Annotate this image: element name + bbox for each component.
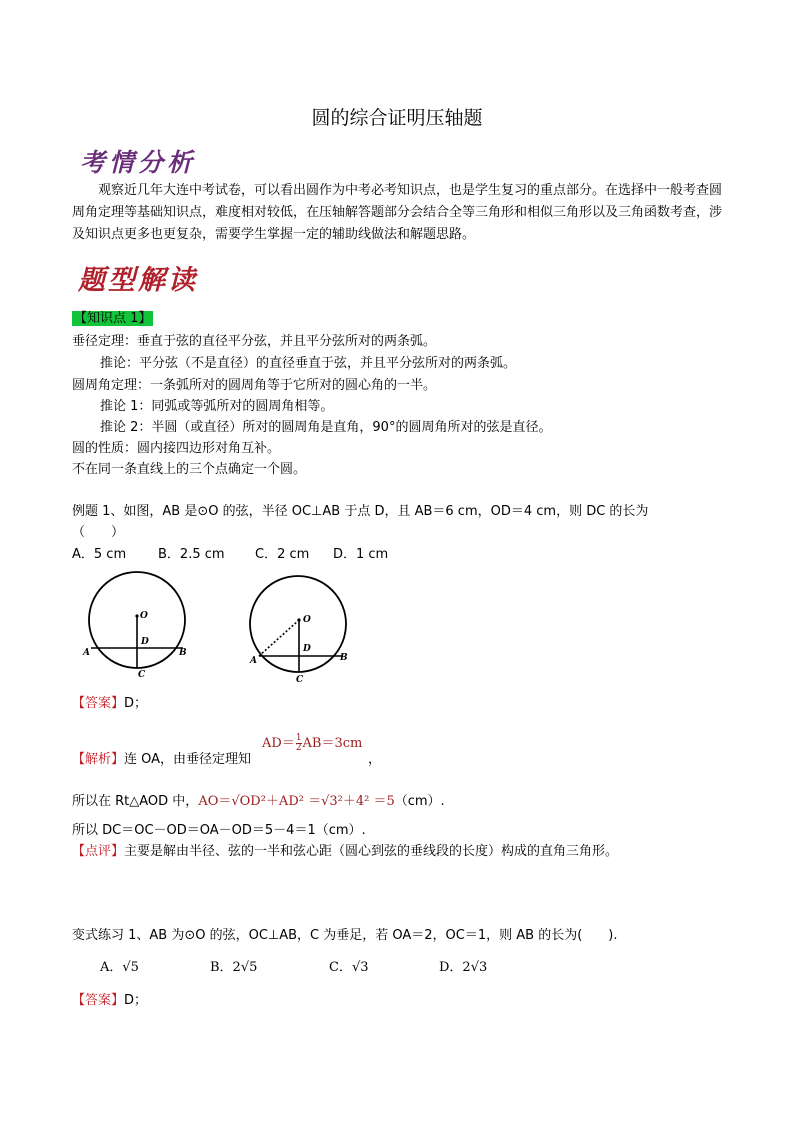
formula-fraction — [296, 734, 302, 753]
variant-answer — [72, 989, 147, 1008]
formula-right: AB＝3cm — [302, 736, 363, 751]
knowledge-tag: 【知识点 1】 — [74, 311, 152, 326]
center-point — [135, 614, 138, 617]
circle-outline — [250, 576, 346, 672]
label-d: D — [303, 644, 311, 654]
variant-option-d: D．2√3 — [439, 960, 488, 975]
analysis-formula — [262, 732, 362, 753]
answer-value: D； — [124, 993, 148, 1008]
section-heading-analysis: 考情分析 — [80, 148, 197, 177]
comment-tag: 【点评】 — [72, 844, 125, 859]
example-option-b: B．2.5 cm — [158, 547, 225, 562]
knowledge-line: 不在同一条直线上的三个点确定一个圆。 — [72, 462, 307, 477]
label-b: B — [179, 648, 187, 658]
analysis-comma: ， — [368, 752, 382, 767]
variant-question: 变式练习 1、AB 为⊙O 的弦，OC⊥AB，C 为垂足，若 OA＝2，OC＝1，则 AB 的长为( ). — [72, 928, 618, 943]
example-blank: （ ） — [72, 525, 125, 540]
knowledge-line: 垂径定理：垂直于弦的直径平分弦，并且平分弦所对的两条弧。 — [72, 334, 437, 349]
example-analysis — [72, 748, 251, 767]
knowledge-line: 圆周角定理：一条弧所对的圆周角等于它所对的圆心角的一半。 — [72, 378, 437, 393]
answer-tag: 【答案】 — [72, 696, 125, 711]
example-answer — [72, 692, 147, 711]
label-o: O — [303, 615, 311, 625]
label-a: A — [250, 656, 257, 666]
variant-option-b: B．2√5 — [210, 960, 258, 975]
answer-value: D； — [124, 696, 148, 711]
analysis-text: 连 OA，由垂径定理知 — [124, 752, 252, 767]
knowledge-line: 推论：平分弦（不是直径）的直径垂直于弦，并且平分弦所对的两条弧。 — [100, 356, 517, 371]
example-option-d: D．1 cm — [333, 547, 389, 562]
answer-tag: 【答案】 — [72, 993, 125, 1008]
label-a: A — [83, 648, 90, 658]
label-c: C — [138, 670, 146, 680]
example-option-c: C．2 cm — [255, 547, 310, 562]
segment-oa-dotted — [259, 620, 299, 656]
knowledge-line: 推论 1：同弧或等弧所对的圆周角相等。 — [100, 399, 334, 414]
label-d: D — [141, 637, 149, 647]
page-title: 圆的综合证明压轴题 — [311, 107, 483, 129]
comment-text: 主要是解由半径、弦的一半和弦心距（圆心到弦的垂线段的长度）构成的直角三角形。 — [124, 844, 619, 859]
label-b: B — [340, 653, 348, 663]
analysis-line-3: 所以 DC＝OC－OD＝OA－OD＝5－4＝1（cm）. — [72, 823, 366, 838]
knowledge-line: 推论 2：半圆（或直径）所对的圆周角是直角，90°的圆周角所对的弦是直径。 — [100, 420, 552, 435]
analysis-tag: 【解析】 — [72, 752, 125, 767]
variant-option-a: A．√5 — [100, 960, 139, 975]
variant-option-c: C．√3 — [329, 960, 369, 975]
formula-left: AD＝ — [262, 736, 295, 751]
circle-figure-2 — [246, 572, 356, 687]
line2-formula: AO＝√OD²＋AD² ＝√3²＋4² ＝5 — [198, 794, 395, 809]
example-comment — [72, 840, 618, 859]
line2-prefix: 所以在 Rt△AOD 中， — [72, 794, 199, 809]
circle-figure-1 — [82, 568, 192, 688]
label-o: O — [140, 611, 148, 621]
label-c: C — [296, 675, 304, 685]
fraction-numerator: 1 — [295, 733, 302, 743]
example-option-a: A．5 cm — [72, 547, 127, 562]
line2-unit: （cm）. — [394, 794, 445, 809]
analysis-paragraph: 观察近几年大连中考试卷，可以看出圆作为中考必考知识点，也是学生复习的重点部分。在选择中一般考查圆周角定理等基础知识点，难度相对较低，在压轴解答题部分会结合全等三角形和相似三角形以及三角函数考查，涉及知识点更多也更复杂，需要学生掌握一定的辅助线做法和解题思路。 — [72, 183, 723, 242]
example-question: 例题 1、如图，AB 是⊙O 的弦，半径 OC⊥AB 于点 D，且 AB＝6 cm，OD＝4 cm，则 DC 的长为 — [72, 504, 649, 519]
analysis-line-2 — [72, 790, 445, 809]
knowledge-line: 圆的性质：圆内接四边形对角互补。 — [72, 441, 281, 456]
center-point — [297, 618, 300, 621]
fraction-denominator: 2 — [295, 743, 302, 753]
section-heading-types: 题型解读 — [78, 265, 198, 296]
